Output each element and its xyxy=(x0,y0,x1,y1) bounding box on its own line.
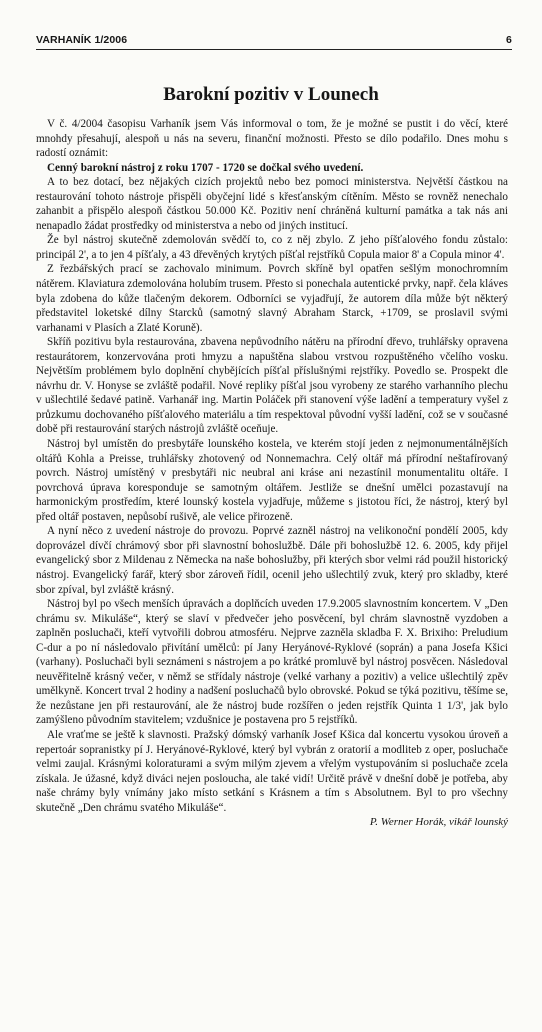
paragraph-intro: V č. 4/2004 časopisu Varhaník jsem Vás informoval o tom, že je možné se pustit i do věcí, které mnohdy přesahují, alespoň u nás na severu, finanční možnosti. Přesto se dílo podařilo. Dnes mohu s radostí oznámit: xyxy=(36,118,508,160)
article-body xyxy=(36,117,508,830)
author-signature: P. Werner Horák, vikář lounský xyxy=(369,816,508,829)
journal-name: VARHANÍK 1/2006 xyxy=(36,34,128,46)
paragraph-funding: A to bez dotací, bez nějakých cizích projektů nebo bez pomoci ministerstva. Největší částkou na restaurování tohoto nástroje přispěli obyčejní lidé s křesťanským cítěním. Město se rovněž nenechalo zahanbit a přispělo alespoň částkou 50.000 Kč. Pozitiv není chráněná kulturní památka a tak nás ani nenapadlo žádat prostředky od ministerstva a nebo od jiných institucí. xyxy=(36,176,508,232)
paragraph-placement: Nástroj byl umístěn do presbytáře lounského kostela, ve kterém stojí jeden z nejmonumentálnějších oltářů Kohla a Preisse, truhlářsky zhotovený od Nonnemachra. Celý oltář má přírodní neštafírovaný povrch. Nástroj umístěný v presbytáři nic neubral ani kráse ani nezastínil monumentalitu oltáře. I povrchová úprava koresponduje se samotným oltářem. Jestliže se dnešní umělci pozastavují na harmonickým prostředím, které lounský kostela vyjadřuje, můžeme s jistotou říci, že nástroj, který byl před oltář postaven, nepůsobí rušivě, ale velice přirozeně. xyxy=(36,438,508,523)
page-number: 6 xyxy=(506,34,512,46)
paragraph-restoration: Skříň pozitivu byla restaurována, zbavena nepůvodního nátěru na přírodní dřevo, truhlářsky opravena restaurátorem, konzervována proti hmyzu a napuštěna slabou vrstvou rozpuštěného včelího vosku. Největším problémem bylo doplnění chybějících píšťal příslušnými rejstříky. Povedlo se. Prospekt dle návrhu dr. V. Honyse se zvláště podařil. Nové repliky píšťal jsou vyrobeny ze starého varhanního plechu v ušlechtilé šedavé patině. Varhanář ing. Martin Poláček při stanovení výše ladění a temperatury vyšel z průzkumu dochovaného píšťalového materiálu a tím respektoval původní vyšší ladění, což se v současné době při restaurování starých nástrojů zvláště oceňuje. xyxy=(36,336,508,436)
running-header xyxy=(36,34,512,46)
paragraph-announcement: Cenný barokní nástroj z roku 1707 - 1720 se dočkal svého uvedení. xyxy=(47,161,364,174)
article-title: Barokní pozitiv v Lounech xyxy=(163,84,379,105)
paragraph-first-use: A nyní něco z uvedení nástroje do provozu. Poprvé zazněl nástroj na velikonoční pondělí 2005, kdy doprovázel dívčí chrámový sbor při slavnostní bohoslužbě. Dále při bohoslužbě 12. 6. 2005, kdy přijel evangelický sbor z Mildenau z Německa na naše bohoslužby, při kterých sbor velmi rád použil historický nástroj. Evangelický farář, který sbor zároveň řídil, ocenil jeho ušlechtilý zvuk, který pro skladby, které sbor zpíval, byl zvláště krásný. xyxy=(36,525,508,596)
paragraph-remains: Že byl nástroj skutečně zdemolován svědčí to, co z něj zbylo. Z jeho píšťalového fondu zůstalo: principál 2', a to jen 4 píšťaly, a 43 dřevěných krytých píšťal rejstříků Copula maior 8' a Copula minor 4'. xyxy=(36,234,508,261)
paragraph-celebration: Ale vraťme se ještě k slavnosti. Pražský dómský varhaník Josef Kšica dal koncertu vysokou úroveň a repertoár sopranistky pí J. Heryánové-Ryklové, který byl vybrán z oratorií a modliteb z oper, posluchače velmi zaujal. Krásnými koloraturami a svým milým zjevem a vřelým vystupováním si posluchače zcela získala. Je úžasné, když diváci nejen posloucha, ale také vidí! Určitě právě v dnešní době je potřeba, aby naše chrámy byly vnímány jako místo setkání s Krásnem a tím s Absolutnem. Byl to pro všechny skutečně „Den chrámu svatého Mikuláše“. xyxy=(36,728,508,814)
paragraph-carvings: Z řezbářských prací se zachovalo minimum. Povrch skříně byl opatřen sešlým monochromním nátěrem. Klaviatura zdemolována holubím trusem. Přesto si ponechala autentické prvky, např. čela kláves byla zdobena do kůže tlačeným dekorem. Odborníci se vyjadřují, že autorem díla může být některý představitel loketské dílny Starcků (samotný slavný Abraham Starck, +1709, se proslavil svými varhanami v Plasích a Zlaté Koruně). xyxy=(36,263,508,334)
header-rule xyxy=(36,49,512,50)
paragraph-concert: Nástroj byl po všech menších úpravách a doplňcích uveden 17.9.2005 slavnostním koncertem. V „Den chrámu sv. Mikuláše“, který se slaví v předvečer jeho posvěcení, byl chrám slavnostně vyzdoben a zaplněn posluchači, kteří vytvořili dobrou atmosféru. Nejprve zazněla skladba F. X. Brixiho: Preludium C-dur a po ní následovalo přivítání umělců: pí Jany Heryánové-Ryklové (soprán) a pana Josefa Kšici (varhany). Posluchači byli seznámeni s nástrojem a po krátké promluvě byl nástroj posvěcen. Následoval neuvěřitelně krásný večer, v němž se střídaly nástroje (velké varhany a pozitiv) a velice ušlechtilý zpěv umělkyně. Koncert trval 2 hodiny a nadšení posluchačů bylo obrovské. Pokud se týká pozitivu, těšíme se, že nezůstane jen při restaurování, ale že nástroj bude rozšířen o jeden rejstřík Quinta 1 1/3', jak bylo zamýšleno původním stavitelem; vzdušnice je postavena pro 5 rejstříků. xyxy=(36,598,508,727)
